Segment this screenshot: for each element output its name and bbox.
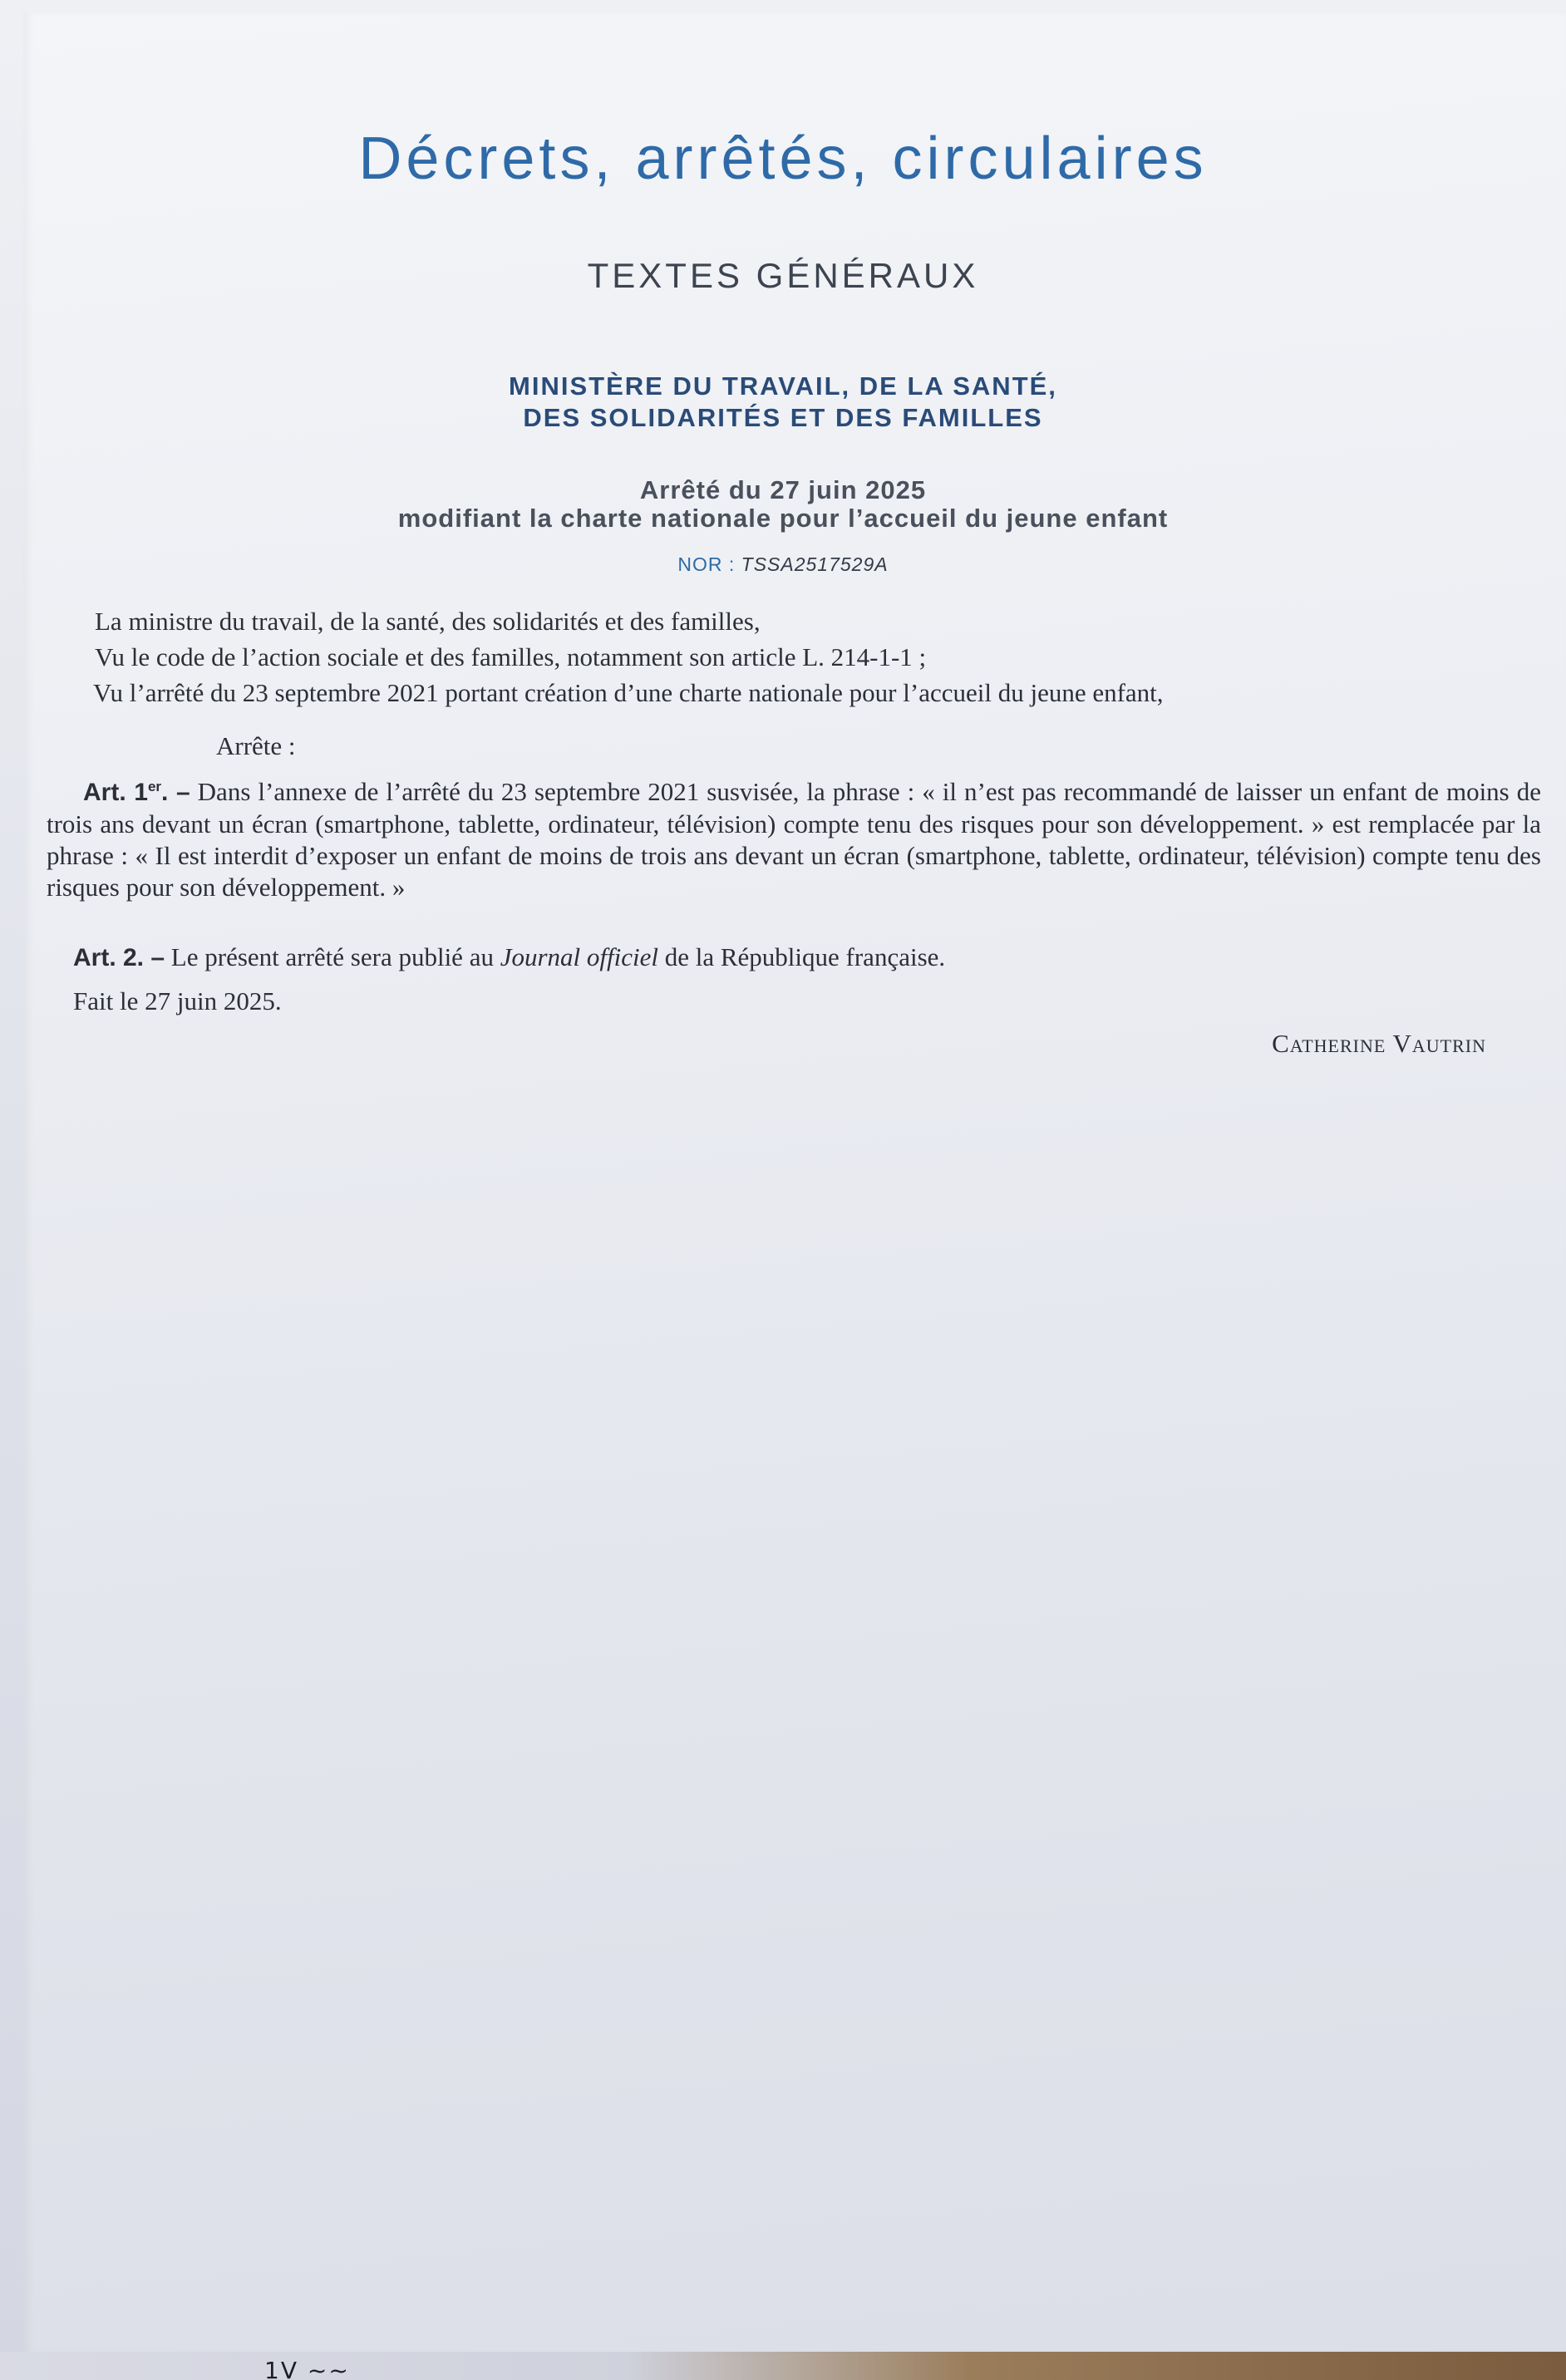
ministry-line-2: DES SOLIDARITÉS ET DES FAMILLES bbox=[523, 403, 1043, 432]
article-1-sup: er bbox=[147, 779, 162, 794]
nor-label: NOR : bbox=[677, 553, 736, 575]
article-1-text: Dans l’annexe de l’arrêté du 23 septembre 2021 susvisée, la phrase : « il n’est pas recommandé de laisser un enfant de moins de trois ans devant un écran (smartphone, tablette, ordinateur, télévision) compte tenu des risques pour son développement. » est remplacée par la phrase : « Il est interdit d’exposer un enfant de moins de trois ans devant un écran (smartphone, tablette, ordinateur, télévision) compte tenu des risques pour son développement. » bbox=[47, 777, 1542, 902]
bottom-edge-background bbox=[0, 2352, 1566, 2380]
arrete-keyword: Arrête : bbox=[216, 731, 296, 760]
arrete-object: modifiant la charte nationale pour l’accueil du jeune enfant bbox=[397, 504, 1169, 533]
signature: Catherine Vautrin bbox=[1272, 1029, 1486, 1058]
arrete-date: Arrêté du 27 juin 2025 bbox=[639, 475, 927, 504]
margin-scrawl: 1V ~~ bbox=[264, 2357, 350, 2380]
article-2-text-after: de la République française. bbox=[664, 942, 946, 971]
preamble-arrete-reference: Vu l’arrêté du 23 septembre 2021 portant création d’une charte nationale pour l’accueil du jeune enfant, bbox=[93, 678, 1164, 707]
section-subtitle: TEXTES GÉNÉRAUX bbox=[587, 256, 979, 295]
article-1-dash: . – bbox=[161, 779, 190, 806]
nor-code: TSSA2517529A bbox=[741, 553, 889, 575]
done-at-date: Fait le 27 juin 2025. bbox=[73, 986, 282, 1015]
preamble-code-reference: Vu le code de l’action sociale et des familles, notamment son article L. 214-1-1 ; bbox=[95, 642, 927, 671]
article-2-journal-officiel: Journal officiel bbox=[500, 942, 658, 971]
ministry-line-1: MINISTÈRE DU TRAVAIL, DE LA SANTÉ, bbox=[509, 371, 1057, 401]
nor-reference bbox=[0, 553, 1566, 576]
article-1-label bbox=[83, 779, 190, 806]
article-2-text-before: Le présent arrêté sera publié au bbox=[170, 942, 494, 971]
article-2-label: Art. 2. – bbox=[73, 944, 165, 971]
paper-sheet bbox=[23, 12, 1566, 2355]
article-1 bbox=[47, 771, 1541, 903]
ministry-heading bbox=[0, 371, 1566, 434]
page-title: Décrets, arrêtés, circulaires bbox=[358, 125, 1208, 192]
article-1-number: Art. 1 bbox=[83, 779, 148, 806]
preamble-minister: La ministre du travail, de la santé, des solidarités et des familles, bbox=[95, 607, 761, 636]
article-2 bbox=[73, 942, 945, 972]
